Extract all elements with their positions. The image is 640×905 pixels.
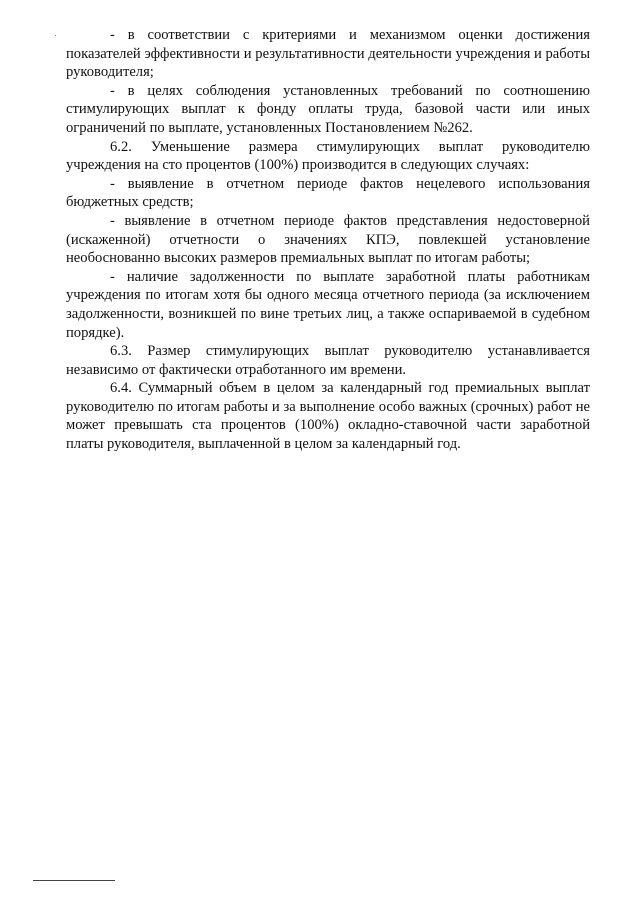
paragraph-wage-arrears: - наличие задолженности по выплате заработной платы работникам учреждения по итогам хотя бы одного месяца отчетного периода (за исключением задолженности, возникшей по вине третьих лиц, а также оспариваемой в судебном порядке). <box>66 268 590 341</box>
paragraph-false-reporting: - выявление в отчетном периоде фактов представления недостоверной (искаженной) отчетности о значениях КПЭ, повлекшей установление необоснованно высоких размеров премиальных выплат по итогам работы; <box>66 212 590 267</box>
paragraph-criteria: - в соответствии с критериями и механизмом оценки достижения показателей эффективности и результативности деятельности учреждения и работы руководителя; <box>66 27 590 81</box>
paragraph-misuse-funds: - выявление в отчетном периоде фактов нецелевого использования бюджетных средств; <box>66 175 590 211</box>
paragraph-requirements: - в целях соблюдения установленных требований по соотношению стимулирующих выплат к фонду оплаты труда, базовой части или иных ограничений по выплате, установленных Постановлением №262. <box>66 82 590 136</box>
paragraph-6-3: 6.3. Размер стимулирующих выплат руководителю устанавливается независимо от фактически отработанного им времени. <box>66 343 590 378</box>
footer-rule <box>33 880 115 881</box>
scan-speck <box>55 35 56 36</box>
paragraph-6-2: 6.2. Уменьшение размера стимулирующих выплат руководителю учреждения на сто процентов (100%) производится в следующих случаях: <box>66 138 590 174</box>
paragraph-6-4: 6.4. Суммарный объем в целом за календарный год премиальных выплат руководителю по итогам работы и за выполнение особо важных (срочных) работ не может превышать ста процентов (100%) окладно-ставочной части заработной платы руководителя, выплаченной в целом за календарный год. <box>66 380 590 453</box>
document-body <box>66 26 590 454</box>
